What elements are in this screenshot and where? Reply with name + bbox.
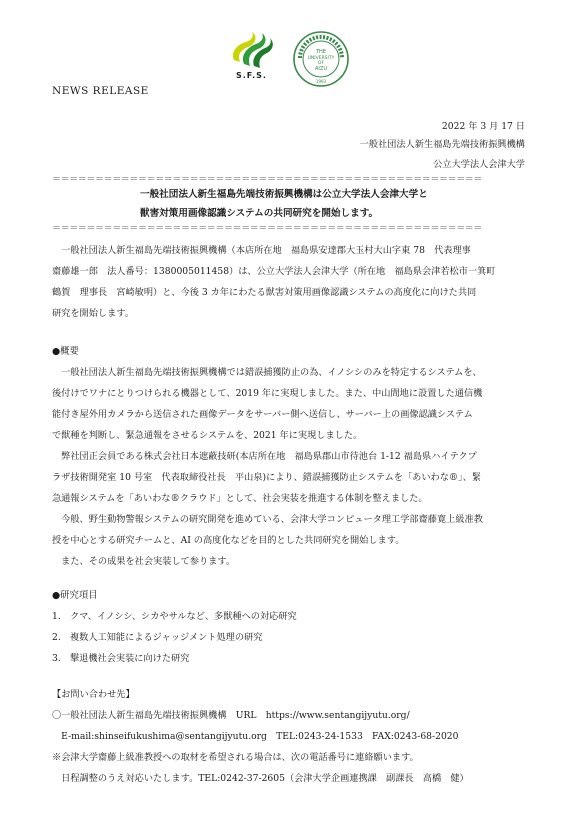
overview-line: で獣種を判断し、緊急通報をさせるシステムを、2021 年に実現しました。 bbox=[52, 430, 363, 441]
contact-note-tel: 日程調整のうえ対応いたします。TEL:0242-37-2605（会津大学企画連携課 副課長 高橋 健） bbox=[52, 773, 469, 784]
divider-bottom: ＝＝＝＝＝＝＝＝＝＝＝＝＝＝＝＝＝＝＝＝＝＝＝＝＝＝＝＝＝＝＝＝＝＝＝＝＝＝＝＝＝＝＝＝＝＝＝＝＝＝ bbox=[52, 225, 483, 234]
intro-line: 研究を開始します。 bbox=[52, 308, 134, 319]
overview-line: ラザ技術開発室 10 号室 代表取締役社長 平山泉)により、錯誤捕獲防止システムを「あいわな®」、緊 bbox=[52, 472, 482, 483]
news-release-label: NEWS RELEASE bbox=[52, 85, 149, 97]
issuer-org-2: 公立大学法人会津大学 bbox=[433, 159, 525, 170]
title-line-1: 一般社団法人新生福島先端技術振興機構は公立大学法人会津大学と bbox=[140, 189, 428, 200]
issuer-org-1: 一般社団法人新生福島先端技術振興機構 bbox=[359, 139, 525, 150]
svg-text:OF: OF bbox=[317, 61, 325, 66]
intro-line: 一般社団法人新生福島先端技術振興機構（本店所在地 福島県安達郡大玉村大山字東 78 代表理事 bbox=[52, 245, 471, 256]
research-item: 2. 複数人工知能によるジャッジメント処理の研究 bbox=[52, 632, 263, 643]
contact-note: ※会津大学齋藤上級准教授への取材を希望される場合は、次の電話番号に連絡願います。 bbox=[52, 752, 419, 763]
title-line-2: 獣害対策用画像認識システムの共同研究を開始します。 bbox=[140, 208, 379, 219]
overview-line: 後付けでワナにとりつけられる機器として、2019 年に実現しました。また、中山間地に設置した通信機 bbox=[52, 388, 483, 399]
intro-line: 鶴賀 理事長 宮崎敏明）と、今後 3 カ年にわたる獣害対策用画像認識システムの高度化に向けた共同 bbox=[52, 287, 477, 298]
release-date: 2022 年 3 月 17 日 bbox=[441, 121, 525, 132]
overview-line: また、その成果を社会実装して参ります。 bbox=[52, 556, 236, 567]
header-logos bbox=[228, 30, 368, 90]
overview-line: 授を中心とする研究チームと、AI の高度化などを目的とした共同研究を開始します。 bbox=[52, 535, 405, 546]
university-seal-icon bbox=[292, 30, 350, 88]
overview-heading: ●概要 bbox=[52, 346, 79, 357]
overview-line: 一般社団法人新生福島先端技術振興機構では錯誤捕獲防止の為、イノシシのみを特定するシステムを、 bbox=[52, 367, 482, 378]
contact-heading: 【お問い合わせ先】 bbox=[52, 689, 135, 700]
contact-org-url: 〇一般社団法人新生福島先端技術振興機構 URL https://www.sentangijyutu.org/ bbox=[52, 710, 410, 721]
overview-line: 弊社団正会員である株式会社日本遮蔽技研(本店所在地 福島県郡山市待池台 1-12 福島県ハイテクプ bbox=[52, 451, 477, 462]
divider-top: ＝＝＝＝＝＝＝＝＝＝＝＝＝＝＝＝＝＝＝＝＝＝＝＝＝＝＝＝＝＝＝＝＝＝＝＝＝＝＝＝＝＝＝＝＝＝＝＝＝＝ bbox=[52, 176, 483, 185]
overview-line: 能付き屋外用カメラから送信された画像データをサーバー側へ送信し、サーバー上の画像認識システム bbox=[52, 409, 473, 420]
svg-text:AIZU: AIZU bbox=[315, 66, 327, 72]
research-heading: ●研究項目 bbox=[52, 590, 98, 601]
overview-line: 急通報システムを「あいわな®クラウド」として、社会実装を推進する体制を整えました。 bbox=[52, 493, 428, 504]
svg-text:1993: 1993 bbox=[315, 79, 327, 84]
svg-text:UNIVERSITY: UNIVERSITY bbox=[307, 56, 335, 61]
sfs-logo-icon bbox=[228, 30, 274, 70]
research-item: 1. クマ、イノシシ、シカやサルなど、多獣種への対応研究 bbox=[52, 611, 297, 622]
overview-line: 今般、野生動物警報システムの研究開発を進めている、会津大学コンピュータ理工学部齋藤寛上級准教 bbox=[52, 514, 483, 525]
research-item: 3. 撃退機社会実装に向けた研究 bbox=[52, 653, 190, 664]
intro-line: 齋藤雄一郎 法人番号：1380005011458）は、公立大学法人会津大学（所在地 福島県会津若松市一箕町 bbox=[52, 266, 496, 277]
sfs-logo-text: S.F.S. bbox=[236, 71, 267, 80]
svg-text:THE: THE bbox=[316, 49, 326, 55]
contact-email-tel: E-mail:shinseifukushima@sentangijyutu.org TEL:0243-24-1533 FAX:0243-68-2020 bbox=[52, 731, 459, 742]
